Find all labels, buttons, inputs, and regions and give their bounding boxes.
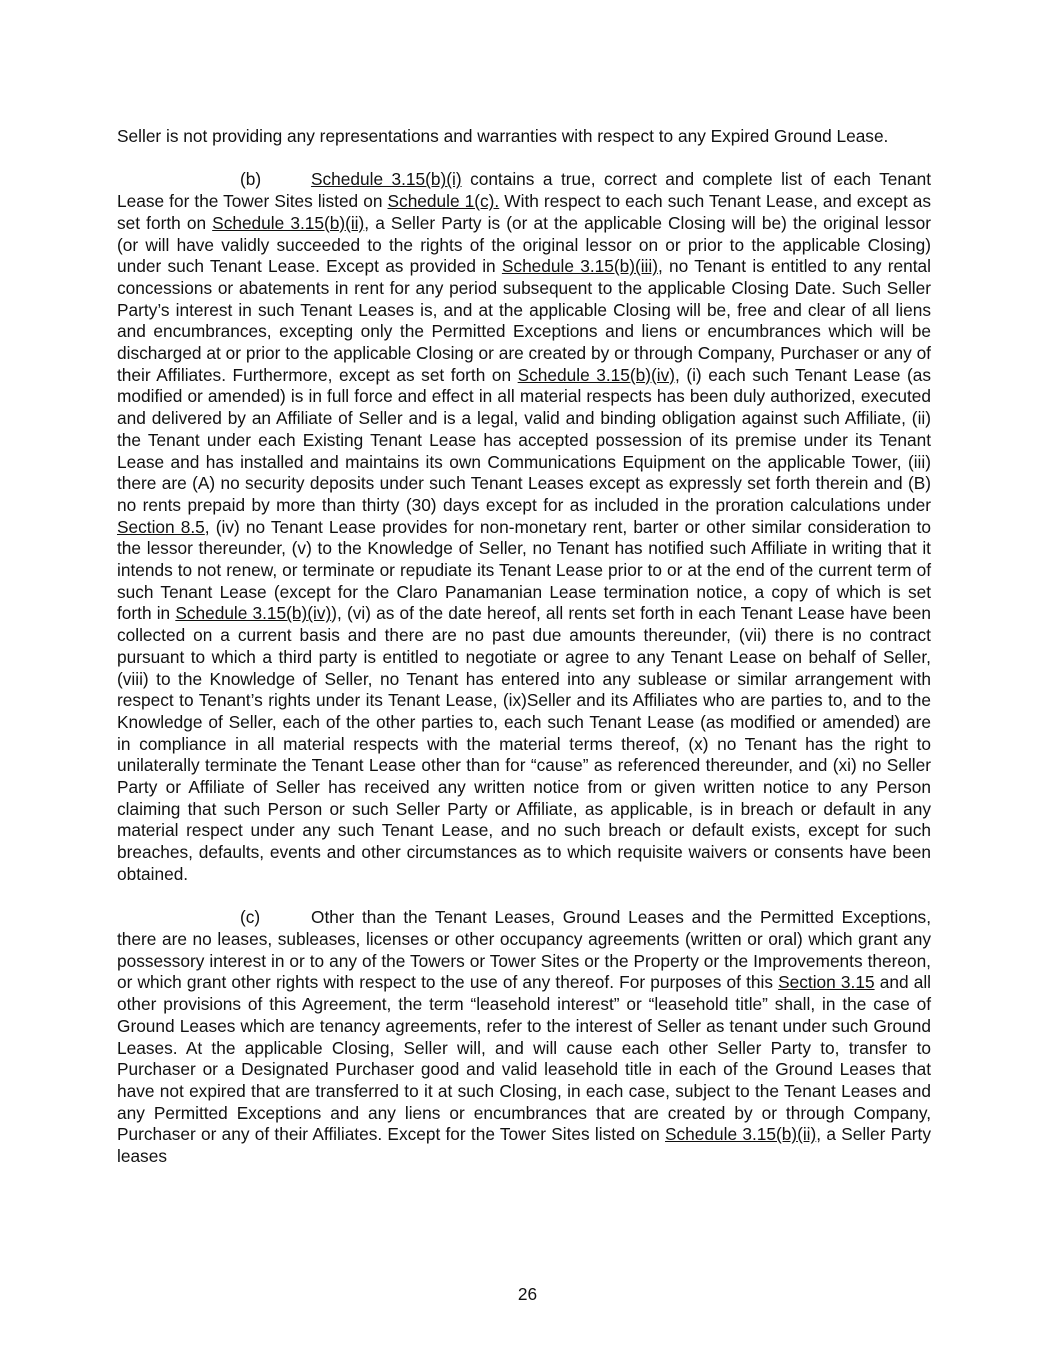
clause-label: (b): [240, 169, 262, 190]
schedule-reference: Schedule 3.15(b)(iii): [501, 256, 658, 277]
paragraph-text: , no Tenant is entitled to any rental concessions or abatements in rent for any period subsequent to the applicable Closing Date. Such Seller Party’s interest in such Tenant Leases is, and at the applicable Closing will be, free and clear of all liens and encumbrances, excepting only the Permitted Exceptions and liens or encumbrances which will be discharged at or prior to the applicable Closing or are created by or through Company, Purchaser or any of their Affiliates. Furthermore, except as set forth on: [117, 256, 931, 385]
schedule-reference: Schedule 3.15(b)(ii): [212, 212, 365, 233]
paragraph-text: ), (vi) as of the date hereof, all rents set forth in each Tenant Lease have been collected on a current basis and there are no past due amounts thereunder, (vii) there is no contract pursuant to which a third party is entitled to negotiate or agree to any Tenant Lease on behalf of Seller, (viii) to the Knowledge of Seller, no Tenant has entered into any sublease or similar arrangement with respect to Tenant’s rights under its Tenant Lease, (ix)Seller and its Affiliates who are parties to, and to the Knowledge of Seller, each of the other parties to, each such Tenant Lease (as modified or amended) are in compliance in all material respects with the material terms thereof, (x) no Tenant has the right to unilaterally terminate the Tenant Lease other than for “cause” as referenced thereunder, and (xi) no Seller Party or Affiliate of Seller has received any written notice from or given written notice to any Person claiming that such Person or such Seller Party or Affiliate, as applicable, is in breach or default in any material respect under any such Tenant Lease, and no such breach or default exists, except for such breaches, defaults, events and other circumstances as to which requisite waivers or consents have been obtained.: [117, 603, 931, 884]
paragraph-text: Seller is not providing any representations and warranties with respect to any Expired Ground Lease.: [117, 126, 889, 146]
page-number: 26: [517, 1284, 538, 1304]
paragraph-continuation: [117, 126, 931, 148]
schedule-reference: Schedule 3.15(b)(i): [311, 169, 462, 190]
paragraph-c: [117, 907, 931, 1167]
schedule-reference: Schedule 3.15(b)(iv): [175, 603, 332, 624]
paragraph-b: [117, 169, 931, 885]
schedule-reference: Schedule 3.15(b)(ii): [665, 1124, 817, 1145]
paragraph-spacer: [117, 148, 931, 170]
clause-label: (c): [240, 907, 261, 928]
paragraph-text: , (i) each such Tenant Lease (as modified or amended) is in full force and effect in all material respects has been duly authorized, executed and delivered by an Affiliate of Seller and is a legal, valid and binding obligation against such Affiliate, (ii) the Tenant under each Existing Tenant Lease has accepted possession of its premise under its Tenant Lease and has installed and maintains its own Communications Equipment on the applicable Tower, (iii) there are (A) no security deposits under such Tenant Leases except as expressly set forth therein and (B) no rents prepaid by more than thirty (30) days except for as included in the proration calculations under: [117, 364, 931, 515]
paragraph-text: and all other provisions of this Agreement, the term “leasehold interest” or “leasehold title” shall, in the case of Ground Leases which are tenancy agreements, refer to the interest of Seller as tenant under such Ground Leases. At the applicable Closing, Seller will, and will cause each other Seller Party to, transfer to Purchaser or a Designated Purchaser good and valid leasehold title in each of the Ground Leases that have not expired that are transferred to it at such Closing, in each case, subject to the Tenant Leases and any Permitted Exceptions and any liens or encumbrances that are created by or through Company, Purchaser or any of their Affiliates. Except for the Tower Sites listed on: [117, 972, 931, 1145]
paragraph-spacer: [117, 886, 931, 908]
paragraph-text: contains a true, correct and complete list of each Tenant Lease for the Tower Sites listed on: [117, 169, 932, 212]
section-reference: Section 8.5: [117, 516, 205, 537]
paragraph-text: , a Seller Party is (or at the applicable Closing will be) the original lessor (or will have validly succeeded to the rights of the original lessor on or prior to the applicable Closing) under such Tenant Lease. Except as provided in: [117, 212, 932, 277]
paragraph-text: Other than the Tenant Leases, Ground Leases and the Permitted Exceptions, there are no leases, subleases, licenses or other occupancy agreements (written or oral) which grant any possessory interest in or to any of the Towers or Tower Sites or the Property or the Improvements thereon, or which grant other rights with respect to the use of any thereof. For purposes of this: [117, 907, 931, 993]
paragraph-text: With respect to each such Tenant Lease, and except as set forth on: [117, 191, 932, 233]
document-page: [117, 126, 931, 1168]
section-reference: Section 3.15: [778, 972, 875, 993]
paragraph-text: , a Seller Party leases: [117, 1124, 931, 1167]
schedule-reference: Schedule 3.15(b)(iv): [517, 364, 675, 385]
schedule-reference: Schedule 1(c).: [387, 191, 500, 212]
paragraph-text: , (iv) no Tenant Lease provides for non-monetary rent, barter or other similar consideration to the lessor thereunder, (v) to the Knowledge of Seller, no Tenant has notified such Affiliate in writing that it intends to not renew, or terminate or repudiate its Tenant Lease prior to or at the end of the current term of such Tenant Lease (except for the Claro Panamanian Lease termination notice, a copy of which is set forth in: [117, 516, 931, 624]
